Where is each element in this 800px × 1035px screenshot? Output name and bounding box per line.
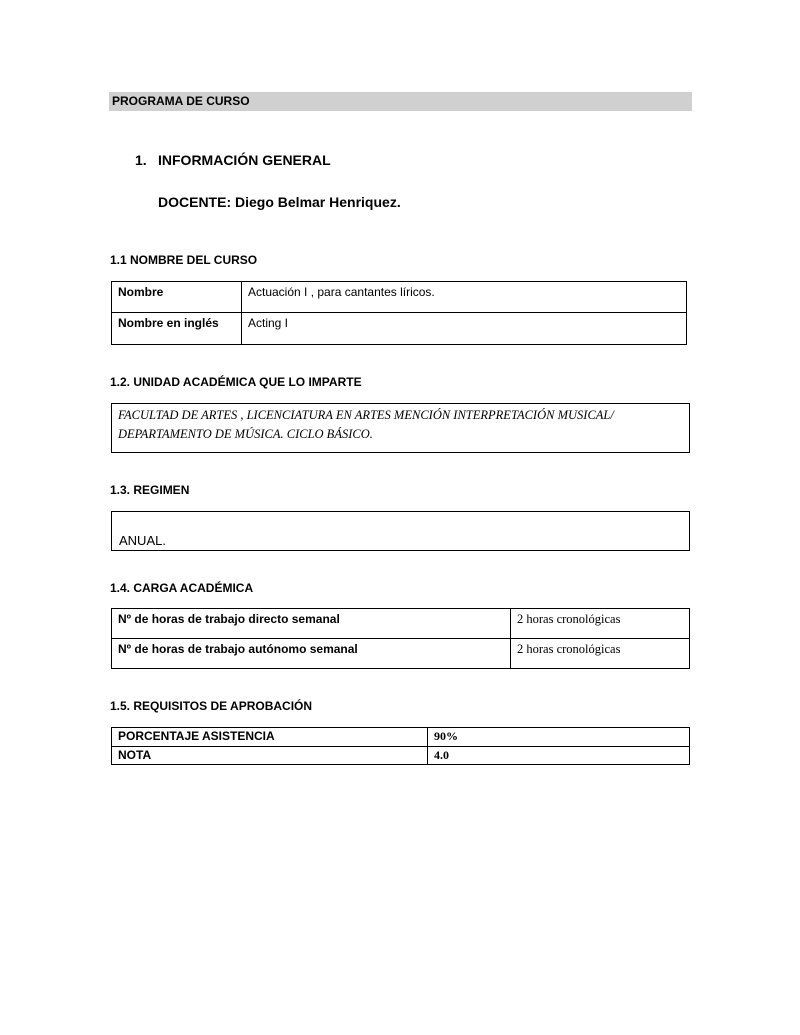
unidad-academica-box [111, 403, 690, 453]
table-row [112, 747, 690, 765]
heading-nombre-curso: 1.1 NOMBRE DEL CURSO [110, 253, 258, 267]
table-cell-label: Nombre [112, 282, 242, 313]
unidad-line-1: FACULTAD DE ARTES , LICENCIATURA EN ARTES MENCIÓN INTERPRETACIÓN MUSICAL/ [118, 408, 614, 422]
table-cell-value: 90% [428, 728, 690, 747]
heading-carga-academica: 1.4. CARGA ACADÉMICA [110, 581, 254, 595]
table-row [112, 639, 690, 669]
table-cell-label: Nombre en inglés [112, 313, 242, 345]
table-cell-label: PORCENTAJE ASISTENCIA [112, 728, 428, 747]
table-cell-value: 4.0 [428, 747, 690, 765]
course-name-table [111, 281, 687, 345]
table-cell-label: Nº de horas de trabajo autónomo semanal [112, 639, 511, 669]
table-row [112, 313, 687, 345]
table-cell-label: Nº de horas de trabajo directo semanal [112, 609, 511, 639]
table-row [112, 609, 690, 639]
unidad-line-2: DEPARTAMENTO DE MÚSICA. CICLO BÁSICO. [118, 427, 373, 441]
document-banner: PROGRAMA DE CURSO [109, 92, 692, 111]
section-number: 1. [135, 152, 147, 168]
carga-academica-table [111, 608, 690, 669]
table-cell-value: 2 horas cronológicas [511, 609, 690, 639]
table-row [112, 728, 690, 747]
requisitos-table [111, 727, 690, 765]
heading-unidad-academica: 1.2. UNIDAD ACADÉMICA QUE LO IMPARTE [110, 375, 362, 389]
table-cell-value: 2 horas cronológicas [511, 639, 690, 669]
heading-regimen: 1.3. REGIMEN [110, 483, 190, 497]
table-row [112, 282, 687, 313]
regimen-value: ANUAL. [119, 533, 166, 548]
heading-requisitos: 1.5. REQUISITOS DE APROBACIÓN [110, 699, 313, 713]
section-title: INFORMACIÓN GENERAL [158, 152, 331, 168]
table-cell-label: NOTA [112, 747, 428, 765]
regimen-box [111, 511, 690, 551]
table-cell-value: Acting I [242, 313, 687, 345]
table-cell-value: Actuación I , para cantantes líricos. [242, 282, 687, 313]
docente-line: DOCENTE: Diego Belmar Henriquez. [158, 194, 401, 210]
